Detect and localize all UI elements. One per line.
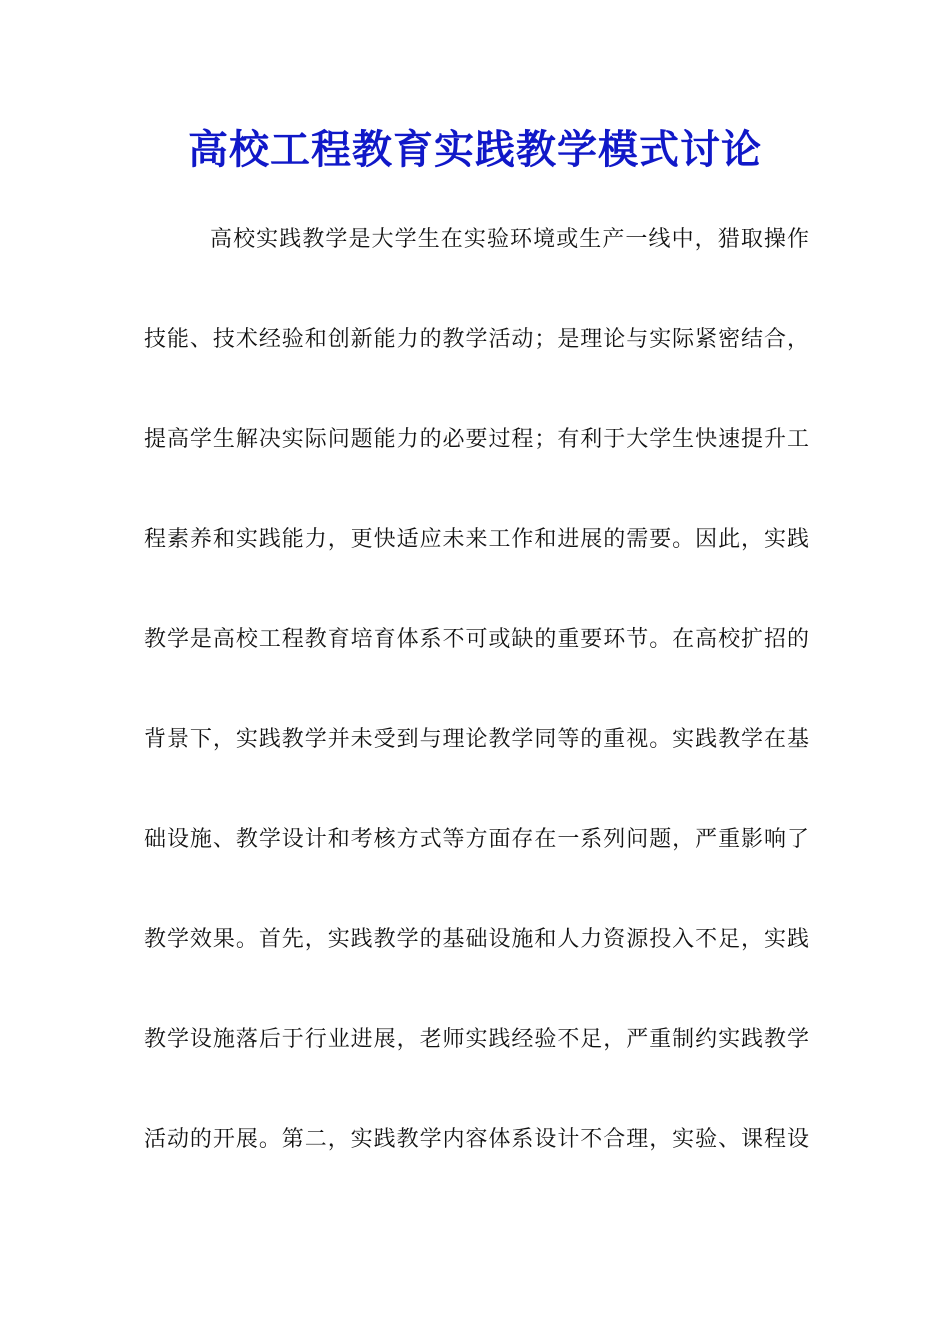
text-line: 教学设施落后于行业进展，老师实践经验不足，严重制约实践教学 xyxy=(144,1027,809,1052)
text-line: 提高学生解决实际问题能力的必要过程；有利于大学生快速提升工 xyxy=(144,427,809,452)
text-line: 高校实践教学是大学生在实验环境或生产一线中，猎取操作 xyxy=(210,227,809,252)
text-line: 程素养和实践能力，更快适应未来工作和进展的需要。因此，实践 xyxy=(144,527,809,552)
text-line: 教学效果。首先，实践教学的基础设施和人力资源投入不足，实践 xyxy=(144,927,809,952)
text-line: 技能、技术经验和创新能力的教学活动；是理论与实际紧密结合， xyxy=(144,327,809,352)
document-title: 高校工程教育实践教学模式讨论 xyxy=(188,126,762,173)
text-line: 教学是高校工程教育培育体系不可或缺的重要环节。在高校扩招的 xyxy=(144,627,809,652)
text-line: 活动的开展。第二，实践教学内容体系设计不合理，实验、课程设 xyxy=(144,1127,809,1152)
text-line: 背景下，实践教学并未受到与理论教学同等的重视。实践教学在基 xyxy=(144,727,809,752)
text-line: 础设施、教学设计和考核方式等方面存在一系列问题，严重影响了 xyxy=(144,827,809,852)
